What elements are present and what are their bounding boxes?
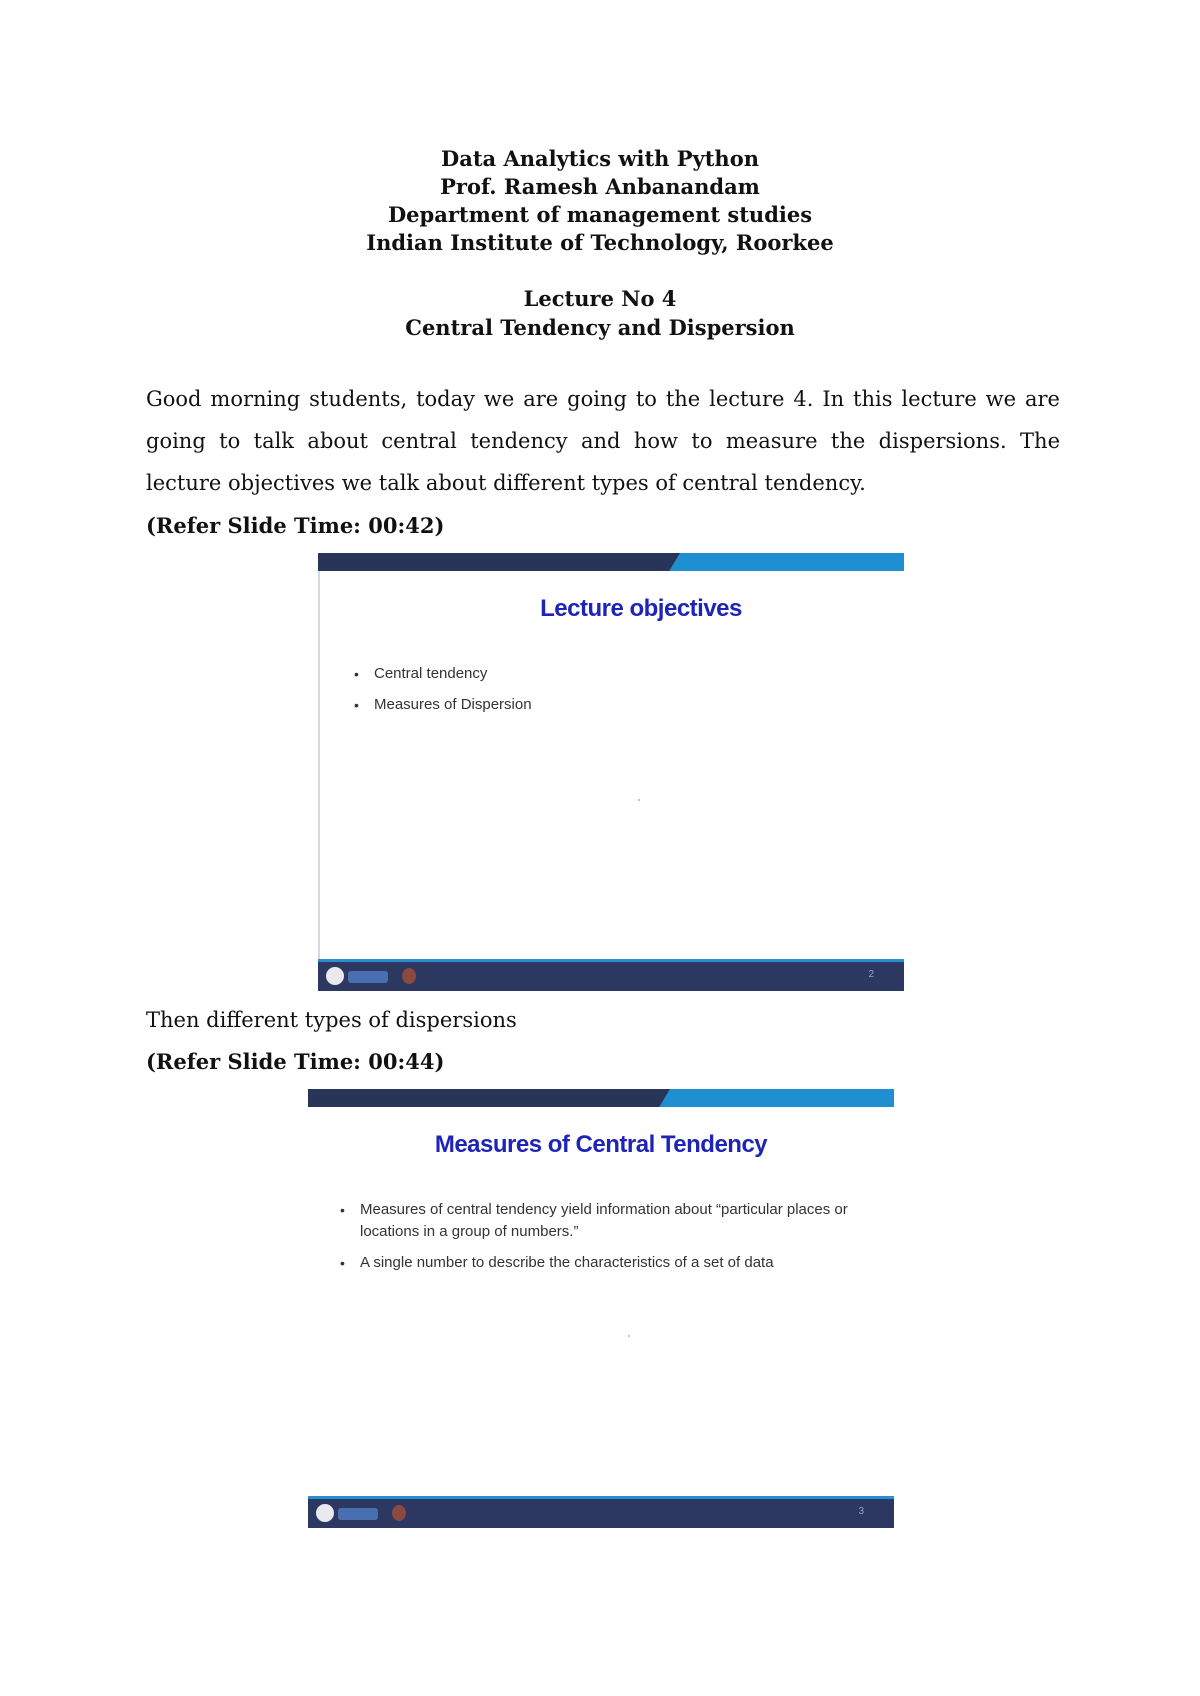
slide-title-text: Lecture objectives (540, 595, 742, 622)
professor-name: Prof. Ramesh Anbanandam (440, 174, 760, 199)
swayam-logo-icon (348, 971, 388, 983)
slide-bullet-item (354, 694, 874, 716)
slide-footer (318, 959, 904, 991)
lecture-topic: Central Tendency and Dispersion (405, 315, 795, 340)
slide-bullet-item (340, 1252, 860, 1274)
slide-bullet-item (354, 663, 874, 685)
slide-title (308, 1131, 894, 1159)
intro-paragraph: Good morning students, today we are going to the lecture 4. In this lecture we are going to talk about central tendency and how to measure the dispersions. The lecture objectives we talk about different types of central tendency. (146, 387, 1060, 495)
bullet-text: A single number to describe the characteristics of a set of data (360, 1254, 774, 1271)
slide-page-number: 2 (868, 969, 874, 980)
bullet-text: Measures of central tendency yield information about “particular places or locations in a group of numbers.” (360, 1201, 848, 1240)
lecture-heading (0, 284, 1200, 342)
nptel-seal-icon (392, 1505, 406, 1521)
transition-text: Then different types of dispersions (146, 1008, 517, 1032)
slide-edge (318, 571, 320, 959)
institute-name: Indian Institute of Technology, Roorkee (366, 230, 834, 255)
slide-footer (308, 1496, 894, 1528)
slide-lecture-objectives (318, 553, 904, 991)
slide-measures-central-tendency (308, 1089, 894, 1528)
department-name: Department of management studies (387, 202, 813, 227)
bullet-text: Measures of Dispersion (374, 696, 532, 713)
slide-page-number: 3 (858, 1506, 864, 1517)
slide-bullet-item (340, 1199, 860, 1243)
nptel-seal-icon (402, 968, 416, 984)
slide-speck (638, 799, 640, 801)
slide-top-bar-dark (318, 553, 680, 571)
bullet-text: Central tendency (374, 665, 488, 682)
slide-top-bar-dark (308, 1089, 670, 1107)
bullet-icon: • (340, 1255, 345, 1271)
iit-logo-icon (326, 967, 344, 985)
slide-bullet-list (354, 663, 874, 725)
iit-logo-icon (316, 1504, 334, 1522)
slide-title-text: Measures of Central Tendency (434, 1131, 768, 1158)
slide-title (318, 595, 904, 623)
document-header (0, 145, 1200, 257)
swayam-logo-icon (338, 1508, 378, 1520)
refer-slide-time-2: (Refer Slide Time: 00:44) (146, 1049, 445, 1074)
slide-bullet-list (340, 1199, 860, 1283)
bullet-icon: • (354, 666, 359, 682)
refer-slide-time-1: (Refer Slide Time: 00:42) (146, 513, 445, 538)
bullet-icon: • (354, 697, 359, 713)
slide-speck (628, 1335, 630, 1337)
lecture-number: Lecture No 4 (523, 286, 677, 311)
course-title: Data Analytics with Python (441, 146, 759, 171)
bullet-icon: • (340, 1202, 345, 1218)
